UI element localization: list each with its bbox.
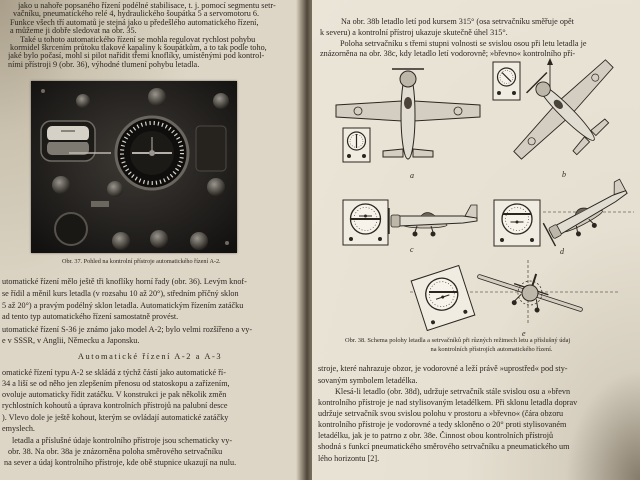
- figure-caption: na kontrolních přístrojích automatického řízení.: [430, 346, 553, 353]
- knob: [207, 178, 225, 196]
- text-line: 34 a liší se od něho jen zlepšením přenosu od statoskopu a zařízením,: [2, 379, 230, 388]
- text-line: 5 až 20°) a pravým podélný sklon letadla. Automatickým řízením zatáčku: [2, 301, 244, 310]
- instrument-b: [493, 62, 520, 100]
- text-line: kormidel škrcením průtoku tlakové kapaliny k šoupátkům, a to tak podle toho,: [10, 43, 267, 52]
- knob: [107, 181, 123, 197]
- knob: [52, 176, 70, 194]
- text-line: letadélku, jak je to patrno z obr. 38e. Činnost obou kontrolních přístrojů: [318, 431, 554, 440]
- text-line: omatické řízení typu A-2 se skládá z týchž částí jako automatické ří-: [2, 368, 226, 377]
- instrument-c: [343, 200, 388, 245]
- text-line: znázorněna na obr. 38c, kdy letadlo letí vodorovně; »břevno« kontrolního pří-: [320, 49, 576, 58]
- side-instrument: [196, 126, 226, 171]
- figure-label-b: b: [562, 170, 566, 179]
- figure-label-c: c: [410, 245, 414, 254]
- text-line: Také u tohoto automatického řízení se mohla regulovat rychlost pohybu: [20, 35, 256, 44]
- knob: [190, 232, 208, 250]
- figure-caption: Obr. 38. Schema polohy letadla a setrvačníků při různých režimech letu a příslušný údaj: [345, 337, 571, 344]
- section-heading: Automatické řízení A-2 a A-3: [77, 352, 223, 361]
- instrument-a: [343, 128, 370, 162]
- text-line: kontrolního přístroje je nad stylisovaným letadélkem. Při sklonu letadla doprav: [318, 398, 578, 407]
- text-line: a můžeme ji dobře sledovat na obr. 35.: [10, 26, 137, 35]
- text-line: utomatické řízení S-36 je známo jako model A-2; bylo velmi rozšířeno a vy-: [2, 325, 253, 334]
- text-line: Klesá-li letadlo (obr. 38d), udržuje setrvačník stále svislou osu a »břevn: [335, 387, 571, 396]
- text-line: jako u nahoře popsaného řízení podélné stabilisace, t. j. pomocí segmentu setr-: [18, 1, 276, 10]
- figure-label-d: d: [560, 247, 564, 256]
- screw: [225, 241, 229, 245]
- text-line: se řídil a měnil kurs letadla (v rozsahu 10 až 20°), středním příčný sklon: [2, 289, 239, 298]
- text-line: na sever a údaj kontrolního přístroje, kde obě stupnice ukazují na nulu.: [4, 458, 237, 467]
- knob: [148, 88, 166, 106]
- text-line: stroje, které nahrazuje obzor, je vodorovné a leží právě »uprostřed« pod sty-: [318, 364, 568, 373]
- instrument-d: [494, 200, 540, 246]
- course-dial: [116, 117, 188, 189]
- text-line: Na obr. 38b letadlo letí pod kursem 315° (osa setrvačníku směřuje opět: [341, 17, 574, 26]
- text-line: Funkce všech tří automatů je stejná jako u předešlého automatického řízení,: [10, 18, 259, 27]
- left-page: [0, 0, 304, 480]
- text-line: Poloha setrvačníku s třemi stupni volnosti se svislou osou při letu letadla je: [340, 39, 587, 48]
- artificial-horizon-gauge: [41, 121, 95, 161]
- knob: [213, 93, 229, 109]
- text-line: jaké bylo počasí, mohl si pilot nařídit třemi knoflíky, umístěnými pod kontrol-: [8, 51, 265, 60]
- text-line: shodná s funkcí pneumatického směrového setrvačníku a pneumatického um: [318, 442, 570, 451]
- text-line: e v SSSR, v Anglii, Německu a Japonsku.: [2, 336, 140, 345]
- text-line: vačníku, pneumatického relé 4, hydraulického šoupátka 5 a servomotoru 6.: [13, 9, 260, 18]
- knob: [112, 232, 130, 250]
- text-line: rychlostních kohoutů a úprava kontrolních přístrojů na palubní desce: [2, 401, 228, 410]
- figure-label-e: e: [522, 329, 526, 338]
- text-line: ad tento typ automatického řízení samostatně provést.: [2, 312, 179, 321]
- text-line: utomatické řízení mělo ještě tři knoflíky horní řady (obr. 36). Levým knof-: [2, 277, 247, 286]
- text-line: letadla a příslušné údaje kontrolního přístroje jsou schematicky vy-: [12, 436, 233, 445]
- label-plate: [91, 201, 109, 207]
- round-gauge: [55, 213, 87, 245]
- text-line: sovaným symbolem letadélka.: [318, 376, 418, 385]
- photo-caption: Obr. 37. Pohled na kontrolní přístroje automatického řízení A-2.: [62, 258, 221, 265]
- right-page: [312, 0, 640, 480]
- text-line: obr. 38. Na obr. 38a je znázorněna poloha směrového setrvačníku: [8, 447, 223, 456]
- text-line: ními přístroji 9 (obr. 36), výhodné tlumení pohybu letadla.: [8, 60, 200, 69]
- text-line: kontrolního přístroje je vodorovné a tedy skloněno o 20° proti stylisovaném: [318, 420, 567, 429]
- text-line: ). Vlevo dole je ještě kohout, kterým se ovládají automatické zatáčky: [2, 413, 229, 422]
- text-line: k severu) a kontrolní přístroj ukazuje skutečně úhel 315°.: [320, 28, 508, 37]
- text-line: ovoluje automaticky řídit zatáčku. V konstrukci je pak několik změn: [2, 390, 227, 399]
- figure-label-a: a: [410, 171, 414, 180]
- figure-38-diagram: [318, 55, 636, 340]
- instrument-panel-photo: [31, 81, 237, 253]
- text-line: lého horizontu [2].: [318, 454, 380, 463]
- airplane-e: [473, 257, 589, 326]
- airplane-c: [389, 205, 477, 237]
- text-line: emyslech.: [2, 424, 35, 433]
- airplane-d: [542, 179, 634, 248]
- instrument-e: [411, 266, 475, 331]
- knob: [76, 94, 90, 108]
- light-reflection: [69, 152, 111, 154]
- screw: [41, 89, 45, 93]
- text-line: udržuje setrvačník svou svislou polohu v prostoru a »břevno« (čára obzoru: [318, 409, 564, 418]
- knob: [150, 230, 168, 248]
